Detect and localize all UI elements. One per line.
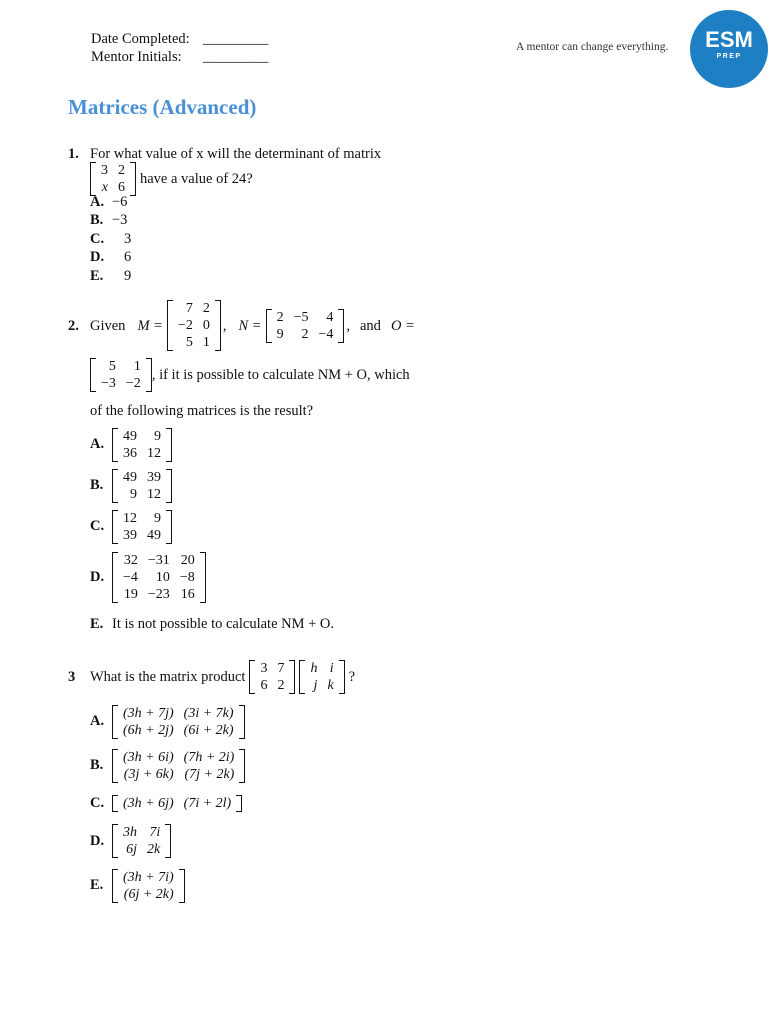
matrix-cell: 3h xyxy=(123,825,137,840)
q2-matrix-m xyxy=(167,300,221,351)
logo-sub-text: PREP xyxy=(716,53,742,60)
q3-option-d[interactable]: D. 3h 7i 6j 2k xyxy=(90,819,245,863)
matrix-grid xyxy=(305,660,338,694)
q2-line3: of the following matrices is the result? xyxy=(90,403,314,419)
mentor-blank: _________ xyxy=(203,49,269,65)
matrix-bracket-right xyxy=(236,795,242,812)
matrix-cell: 3 xyxy=(260,661,268,676)
matrix-cell: 49 xyxy=(123,469,137,485)
matrix-grid xyxy=(118,469,166,503)
matrix-bracket-right xyxy=(215,300,221,351)
matrix-cell: −31 xyxy=(147,552,170,568)
esm-logo xyxy=(690,10,768,88)
matrix-cell: (3i + 7k) xyxy=(183,705,234,721)
matrix-grid xyxy=(118,869,179,903)
q2-matrix-o-line xyxy=(90,358,410,397)
q1-option-b[interactable]: B. −3 xyxy=(90,212,128,229)
matrix-cell: 39 xyxy=(123,527,137,543)
matrix-cell: 6j xyxy=(126,842,137,857)
q3-qmark: ? xyxy=(348,669,356,685)
q3-matrix-b xyxy=(299,660,344,694)
matrix-cell: 12 xyxy=(123,510,137,526)
matrix-grid xyxy=(118,824,165,858)
matrix-bracket-right xyxy=(166,469,172,503)
q3-option-c[interactable]: C. (3h + 6j) (7i + 2l) xyxy=(90,788,245,819)
q1-number: 1. xyxy=(68,146,79,162)
q2-n-eq: N = xyxy=(238,317,262,334)
q2-o-eq: O = xyxy=(390,317,415,334)
matrix-cell: 2 xyxy=(118,163,125,178)
q2-line2: , if it is possible to calculate NM + O, which xyxy=(151,367,410,383)
q2-options xyxy=(90,424,334,637)
matrix-bracket-right xyxy=(339,660,345,694)
matrix-cell: (7i + 2l) xyxy=(183,796,232,811)
matrix-cell: (3j + 6k) xyxy=(123,766,174,782)
q3-options xyxy=(90,700,245,908)
matrix-cell: 7 xyxy=(277,661,285,676)
matrix-cell: 2 xyxy=(277,678,285,693)
matrix-cell: h xyxy=(310,661,318,676)
matrix-grid xyxy=(173,300,215,351)
matrix-cell: 4 xyxy=(326,309,334,325)
matrix-cell: (3h + 7j) xyxy=(123,705,174,721)
q2-given: Given xyxy=(90,317,126,334)
q3-option-e[interactable]: E. (3h + 7i) (6j + 2k) xyxy=(90,863,245,908)
tagline: A mentor can change everything. xyxy=(516,41,669,53)
matrix-cell: 32 xyxy=(123,552,138,568)
matrix-cell: (6h + 2j) xyxy=(123,722,174,738)
matrix-cell: (3h + 6j) xyxy=(123,796,174,811)
matrix-cell: 49 xyxy=(123,428,137,444)
q2-number: 2. xyxy=(68,317,79,334)
q2-option-b[interactable]: B. 49 39 9 12 xyxy=(90,465,334,506)
matrix-cell: 12 xyxy=(147,486,161,502)
matrix-cell: 5 xyxy=(185,335,193,350)
matrix-grid xyxy=(118,795,236,812)
q2-option-d[interactable]: D. 32 −31 20 −4 10 −8 19 −23 16 xyxy=(90,547,334,607)
matrix-cell: −4 xyxy=(123,569,138,585)
q2-option-c[interactable]: C. 12 9 39 49 xyxy=(90,506,334,547)
matrix-cell: 49 xyxy=(147,527,161,543)
matrix-grid xyxy=(118,428,166,462)
matrix-cell: 7i xyxy=(149,825,161,840)
matrix-grid xyxy=(96,358,146,392)
matrix-cell: 2 xyxy=(301,326,309,342)
q1-line1: For what value of x will the determinant of matrix xyxy=(90,146,382,162)
matrix-cell: 5 xyxy=(108,359,116,374)
matrix-grid xyxy=(118,552,200,603)
q1-matrix xyxy=(90,162,136,196)
question-2: 2. Given M = 7 2 −2 0 5 1 , N = 2 −5 4 9 2 −4 , and O = xyxy=(68,301,415,350)
matrix-grid xyxy=(96,162,130,196)
q3-number: 3 xyxy=(68,669,76,685)
matrix-cell: 6 xyxy=(118,180,125,195)
question-1 xyxy=(68,145,381,163)
q3-text: What is the matrix product xyxy=(90,669,246,685)
matrix-cell: (6j + 2k) xyxy=(123,886,174,902)
matrix-cell: 12 xyxy=(147,445,161,461)
matrix-cell: 9 xyxy=(276,326,284,342)
q3-option-b[interactable]: B. (3h + 6i) (7h + 2i) (3j + 6k) (7j + 2k) xyxy=(90,743,245,788)
matrix-cell: i xyxy=(329,661,334,676)
matrix-grid xyxy=(272,309,339,343)
matrix-grid xyxy=(255,660,289,694)
matrix-cell: −4 xyxy=(318,326,334,342)
matrix-cell: −5 xyxy=(293,309,309,325)
matrix-cell: 20 xyxy=(180,552,195,568)
matrix-grid xyxy=(118,510,166,544)
q2-matrix-o xyxy=(90,358,152,392)
q3-matrix-a xyxy=(249,660,295,694)
matrix-cell: (3h + 6i) xyxy=(123,749,174,765)
matrix-cell: 2 xyxy=(202,301,210,316)
matrix-cell: 2k xyxy=(147,842,161,857)
q2-matrix-n xyxy=(266,309,345,343)
q3-option-a[interactable]: A. (3h + 7j) (3i + 7k) (6h + 2j) (6i + 2k) xyxy=(90,700,245,743)
logo-main-text: ESM xyxy=(705,27,753,52)
matrix-cell: −3 xyxy=(101,376,116,391)
matrix-cell: 0 xyxy=(202,318,210,333)
matrix-cell: (7j + 2k) xyxy=(184,766,235,782)
matrix-cell: 3 xyxy=(101,163,108,178)
q1-option-a[interactable]: A. −6 xyxy=(90,193,128,210)
matrix-cell: 36 xyxy=(123,445,137,461)
matrix-cell: 2 xyxy=(276,309,284,325)
matrix-cell: (3h + 7i) xyxy=(123,869,174,885)
matrix-cell: 9 xyxy=(130,486,137,502)
matrix-bracket-right xyxy=(239,749,245,783)
matrix-bracket-right xyxy=(239,705,245,739)
matrix-cell: 19 xyxy=(123,586,138,602)
q1-option-d[interactable]: D. 6 xyxy=(90,249,132,266)
matrix-cell: 7 xyxy=(185,301,193,316)
matrix-cell: 39 xyxy=(147,469,161,485)
matrix-bracket-right xyxy=(166,510,172,544)
date-blank: _________ xyxy=(203,31,269,47)
matrix-bracket-right xyxy=(338,309,344,343)
matrix-bracket-right xyxy=(289,660,295,694)
matrix-bracket-right xyxy=(179,869,185,903)
header-fields xyxy=(91,30,268,66)
q2-option-e[interactable]: E. It is not possible to calculate NM + O. xyxy=(90,615,335,632)
matrix-cell: j xyxy=(313,678,318,693)
matrix-cell: 9 xyxy=(154,428,161,444)
q1-line2: have a value of 24? xyxy=(140,171,253,187)
matrix-bracket-right xyxy=(166,428,172,462)
matrix-cell: −2 xyxy=(125,376,141,391)
date-label: Date Completed: xyxy=(91,31,190,47)
matrix-cell: 1 xyxy=(133,359,141,374)
page-title: Matrices (Advanced) xyxy=(68,95,257,119)
q1-option-e[interactable]: E. 9 xyxy=(90,267,132,284)
q1-options xyxy=(90,193,131,286)
matrix-cell: 10 xyxy=(155,569,170,585)
matrix-bracket-right xyxy=(200,552,206,603)
matrix-cell: k xyxy=(327,678,334,693)
matrix-cell: −2 xyxy=(177,318,193,333)
mentor-label: Mentor Initials: xyxy=(91,49,182,65)
question-3 xyxy=(68,660,355,694)
matrix-cell: 9 xyxy=(154,510,161,526)
q2-and: and xyxy=(360,317,381,334)
q2-option-a[interactable]: A. 49 9 36 12 xyxy=(90,424,334,465)
matrix-bracket-right xyxy=(130,162,136,196)
matrix-cell: (6i + 2k) xyxy=(183,722,234,738)
q1-option-c[interactable]: C. 3 xyxy=(90,230,132,247)
matrix-cell: (7h + 2i) xyxy=(183,749,235,765)
matrix-cell: −23 xyxy=(147,586,170,602)
matrix-cell: x xyxy=(101,180,108,195)
q2-m-eq: M = xyxy=(137,317,163,334)
matrix-grid xyxy=(118,705,239,739)
matrix-cell: 6 xyxy=(260,678,268,693)
matrix-cell: −8 xyxy=(179,569,195,585)
matrix-cell: 1 xyxy=(202,335,210,350)
matrix-cell: 16 xyxy=(180,586,195,602)
matrix-bracket-right xyxy=(165,824,171,858)
matrix-grid xyxy=(118,749,239,783)
